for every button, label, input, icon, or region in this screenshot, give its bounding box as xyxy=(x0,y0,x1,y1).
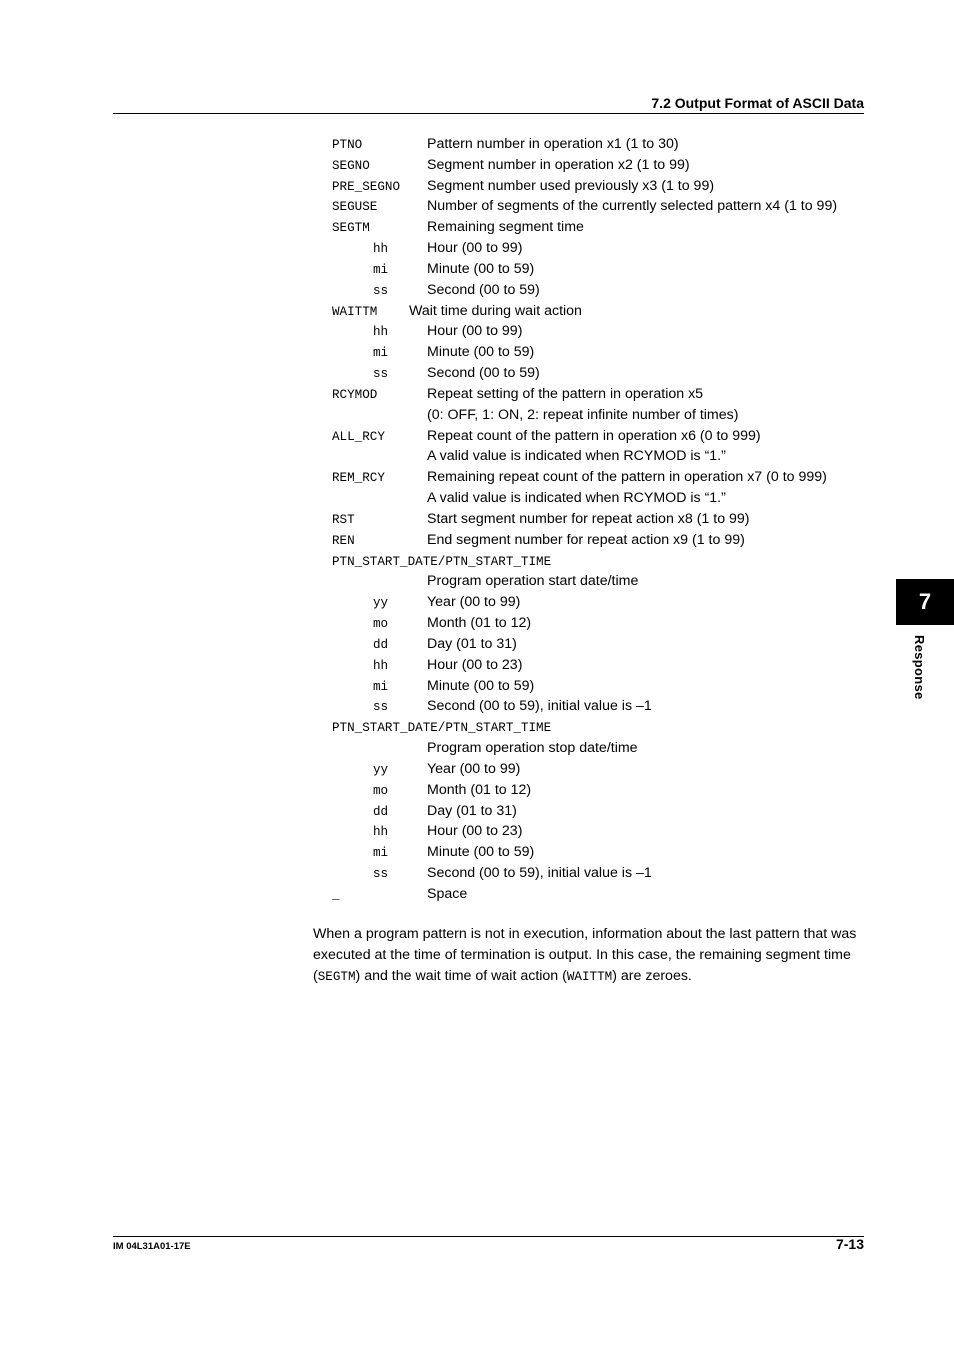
definition-row xyxy=(332,884,862,905)
code-waittm: WAITTM xyxy=(566,970,613,984)
definition-description: Repeat setting of the pattern in operation x5 xyxy=(427,385,704,402)
definition-row xyxy=(332,509,862,530)
definition-term: mi xyxy=(373,262,389,277)
definition-row xyxy=(332,530,862,551)
definition-row xyxy=(332,405,862,426)
definition-row xyxy=(332,196,862,217)
definition-term: SEGNO xyxy=(332,158,370,173)
definition-description: A valid value is indicated when RCYMOD is “1.” xyxy=(427,448,726,465)
definition-row xyxy=(332,613,862,634)
definition-term: REM_RCY xyxy=(332,471,385,486)
definition-description: Start segment number for repeat action x8 (1 to 99) xyxy=(427,510,750,527)
definition-description: Year (00 to 99) xyxy=(427,594,521,611)
definition-term: dd xyxy=(373,804,389,819)
definition-row xyxy=(332,634,862,655)
definition-description: Minute (00 to 59) xyxy=(427,844,535,861)
definition-row xyxy=(332,571,862,592)
explanation-paragraph xyxy=(313,924,864,988)
paragraph-text-3: ) are zeroes. xyxy=(612,968,692,984)
definition-description: (0: OFF, 1: ON, 2: repeat infinite number of times) xyxy=(427,406,739,423)
definition-term: SEGUSE xyxy=(332,200,378,215)
definition-description: Remaining segment time xyxy=(427,219,584,236)
definition-description: Number of segments of the currently selected pattern x4 (1 to 99) xyxy=(427,198,838,215)
definition-description: Second (00 to 59), initial value is –1 xyxy=(427,864,652,881)
definition-description: Hour (00 to 99) xyxy=(427,323,523,340)
definition-row xyxy=(332,134,862,155)
definition-description: Day (01 to 31) xyxy=(427,802,517,819)
paragraph-text-1: When a program pattern is not in execution, information about the last pattern that was executed at the time of termination is output. In this case, the remaining segment time ( xyxy=(313,926,857,984)
definition-row xyxy=(332,217,862,238)
paragraph-text-2: ) and the wait time of wait action ( xyxy=(355,968,567,984)
definition-description: Program operation stop date/time xyxy=(427,740,638,757)
definition-description: Month (01 to 12) xyxy=(427,615,532,632)
definition-term: WAITTM xyxy=(332,304,378,319)
definition-term: PTN_START_DATE/PTN_START_TIME xyxy=(332,721,552,736)
definition-row xyxy=(332,738,862,759)
chapter-label: Response xyxy=(912,635,927,700)
definition-term: ss xyxy=(373,367,389,382)
definition-row xyxy=(332,592,862,613)
definition-term: REN xyxy=(332,533,355,548)
definition-row xyxy=(332,759,862,780)
definition-row xyxy=(332,821,862,842)
definition-description: Minute (00 to 59) xyxy=(427,344,535,361)
definition-description: Segment number in operation x2 (1 to 99) xyxy=(427,156,690,173)
definition-description: Second (00 to 59), initial value is –1 xyxy=(427,698,652,715)
chapter-tab: 7 xyxy=(896,579,954,625)
definition-description: Program operation start date/time xyxy=(427,573,639,590)
definition-term: dd xyxy=(373,637,389,652)
definition-term: ss xyxy=(373,283,389,298)
definition-row xyxy=(332,842,862,863)
document-id: IM 04L31A01-17E xyxy=(113,1241,191,1252)
definition-description: Hour (00 to 23) xyxy=(427,823,523,840)
definition-description: Wait time during wait action xyxy=(409,302,582,319)
definition-term: ss xyxy=(373,866,389,881)
definition-row xyxy=(332,717,862,738)
definition-term: ALL_RCY xyxy=(332,429,385,444)
definition-term: yy xyxy=(373,596,389,611)
footer-rule xyxy=(113,1236,864,1237)
definition-term: RST xyxy=(332,512,355,527)
definition-row xyxy=(332,551,862,572)
definition-description: Repeat count of the pattern in operation x6 (0 to 999) xyxy=(427,427,761,444)
definition-row xyxy=(332,467,862,488)
definition-term: hh xyxy=(373,658,389,673)
definition-term: hh xyxy=(373,325,389,340)
definition-term: ss xyxy=(373,700,389,715)
definition-row xyxy=(332,176,862,197)
definition-description: Remaining repeat count of the pattern in operation x7 (0 to 999) xyxy=(427,469,827,486)
definition-term: mi xyxy=(373,846,389,861)
definition-term: mo xyxy=(373,783,389,798)
definition-row xyxy=(332,801,862,822)
definition-description: Hour (00 to 99) xyxy=(427,240,523,257)
definition-term: SEGTM xyxy=(332,221,370,236)
page-number: 7-13 xyxy=(835,1236,864,1252)
definition-description: Segment number used previously x3 (1 to 99) xyxy=(427,177,715,194)
definition-description: Pattern number in operation x1 (1 to 30) xyxy=(427,136,679,152)
definition-row xyxy=(332,342,862,363)
definition-description: A valid value is indicated when RCYMOD is “1.” xyxy=(427,490,726,507)
definition-row xyxy=(332,780,862,801)
definition-row xyxy=(332,488,862,509)
definition-term: _ xyxy=(332,887,340,902)
definition-description: Month (01 to 12) xyxy=(427,781,532,798)
definition-row xyxy=(332,259,862,280)
definition-description: Year (00 to 99) xyxy=(427,760,521,777)
definition-term: hh xyxy=(373,825,389,840)
definition-term: yy xyxy=(373,762,389,777)
definition-row xyxy=(332,696,862,717)
definition-list xyxy=(332,134,862,905)
definition-row xyxy=(332,863,862,884)
definition-row xyxy=(332,426,862,447)
definition-row xyxy=(332,363,862,384)
definition-term: mo xyxy=(373,617,389,632)
definition-description: Space xyxy=(427,885,468,902)
definition-term: PRE_SEGNO xyxy=(332,179,401,194)
definition-row xyxy=(332,384,862,405)
section-title: 7.2 Output Format of ASCII Data xyxy=(651,95,864,111)
definition-term: PTNO xyxy=(332,138,363,152)
definition-description: Second (00 to 59) xyxy=(427,281,540,298)
definition-row xyxy=(332,655,862,676)
definition-term: mi xyxy=(373,346,389,361)
definition-term: RCYMOD xyxy=(332,387,378,402)
definition-term: mi xyxy=(373,679,389,694)
header-rule xyxy=(113,113,864,114)
definition-row xyxy=(332,155,862,176)
code-segtm: SEGTM xyxy=(317,970,356,984)
definition-row xyxy=(332,238,862,259)
definition-row xyxy=(332,280,862,301)
definition-description: Day (01 to 31) xyxy=(427,635,517,652)
definition-row xyxy=(332,321,862,342)
definition-row xyxy=(332,676,862,697)
definition-term: PTN_START_DATE/PTN_START_TIME xyxy=(332,554,552,569)
definition-description: Second (00 to 59) xyxy=(427,365,540,382)
definition-row xyxy=(332,446,862,467)
definition-term: hh xyxy=(373,242,389,257)
definition-description: Hour (00 to 23) xyxy=(427,656,523,673)
definition-description: Minute (00 to 59) xyxy=(427,677,535,694)
definition-description: End segment number for repeat action x9 (1 to 99) xyxy=(427,531,745,548)
definition-row xyxy=(332,301,862,322)
definition-description: Minute (00 to 59) xyxy=(427,260,535,277)
